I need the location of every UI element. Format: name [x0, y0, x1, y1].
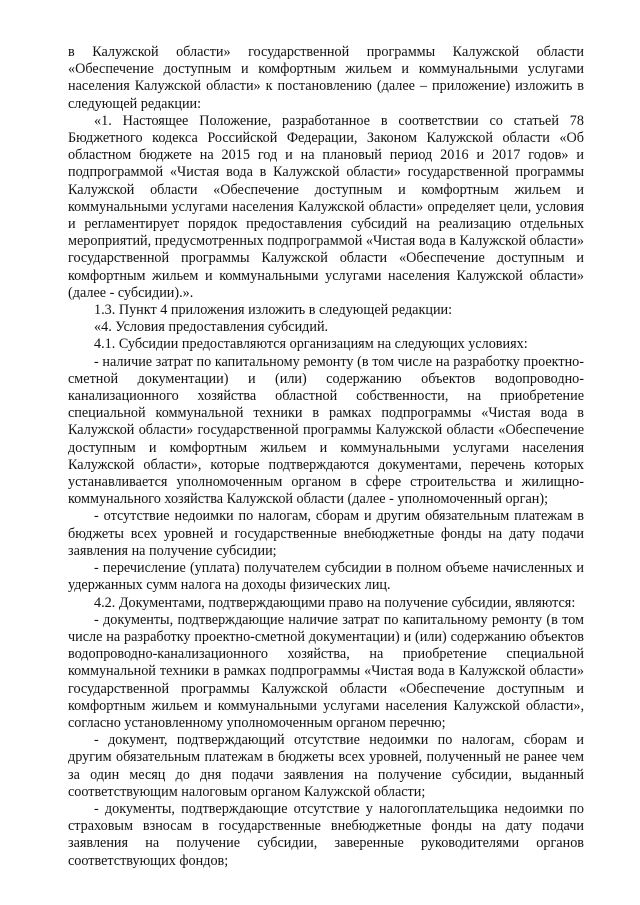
paragraph-item-1-3: 1.3. Пункт 4 приложения изложить в следующей редакции:	[94, 302, 453, 319]
paragraph-document-insurance-arrears: - документы, подтверждающие отсутствие у налогоплательщика недоимки по страховым взносам в государственные внебюджетные фонды на дату подачи заявления на получение субсидии, заверенные руководителями органов соответствующих фондов;	[68, 800, 584, 869]
paragraph-condition-costs: - наличие затрат по капитальному ремонту (в том числе на разработку проектно-сметной документации) и (или) содержанию объектов водопроводно-канализационного хозяйства областной собственности, на приобретение специальной коммунальной техники в рамках подпрограммы «Чистая вода в Калужской области» государственной программы Калужской области «Обеспечение доступным и комфортным жильем и коммунальными услугами населения Калужской области», которые подтверждаются документами, перечень которых устанавливается уполномоченным органом в сфере строительства и жилищно-коммунального хозяйства Калужской области (далее - уполномоченный орган);	[68, 353, 584, 508]
paragraph-item-4-2: 4.2. Документами, подтверждающими право на получение субсидии, являются:	[94, 594, 576, 611]
paragraph-condition-no-arrears: - отсутствие недоимки по налогам, сборам и другим обязательным платежам в бюджеты всех уровней и государственные внебюджетные фонды на дату подачи заявления на получение субсидии;	[68, 508, 584, 559]
paragraph-item-4-1: 4.1. Субсидии предоставляются организациям на следующих условиях:	[94, 336, 528, 353]
paragraph-document-costs: - документы, подтверждающие наличие затрат по капитальному ремонту (в том числе на разработку проектно-сметной документации) и (или) содержанию объектов водопроводно-канализационного хозяйства, на приобретение специальной коммунальной техники в рамках подпрограммы «Чистая вода в Калужской области» государственной программы Калужской области «Обеспечение доступным и комфортным жильем и коммунальными услугами населения Калужской области», согласно установленному уполномоченным органом перечню;	[68, 611, 584, 731]
paragraph-continuation: в Калужской области» государственной программы Калужской области «Обеспечение доступным и комфортным жильем и коммунальными услугами населения Калужской области» к постановлению (далее – приложение) изложить в следующей редакции:	[68, 44, 584, 112]
paragraph-document-tax-arrears: - документ, подтверждающий отсутствие недоимки по налогам, сборам и другим обязательным платежам в бюджеты всех уровней, полученный не ранее чем за один месяц до дня подачи заявления на получение субсидии, выданный соответствующим налоговым органом Калужской области;	[68, 732, 584, 800]
document-page	[68, 44, 584, 870]
paragraph-clause-1: «1. Настоящее Положение, разработанное в соответствии со статьей 78 Бюджетного кодекса Российской Федерации, Законом Калужской области «Об областном бюджете на 2015 год и на плановый период 2016 и 2017 годов» и подпрограммой «Чистая вода в Калужской области» государственной программы Калужской области «Обеспечение доступным и комфортным жильем и коммунальными услугами населения Калужской области» определяет цели, условия и регламентирует порядок предоставления субсидий на реализацию отдельных мероприятий, предусмотренных подпрограммой «Чистая вода в Калужской области» государственной программы Калужской области «Обеспечение доступным и комфортным жильем и коммунальными услугами населения Калужской области» (далее - субсидии).».	[68, 112, 584, 301]
paragraph-section-4-heading: «4. Условия предоставления субсидий.	[94, 319, 329, 336]
paragraph-condition-tax-payment: - перечисление (уплата) получателем субсидии в полном объеме начисленных и удержанных сумм налога на доходы физических лиц.	[68, 560, 584, 594]
